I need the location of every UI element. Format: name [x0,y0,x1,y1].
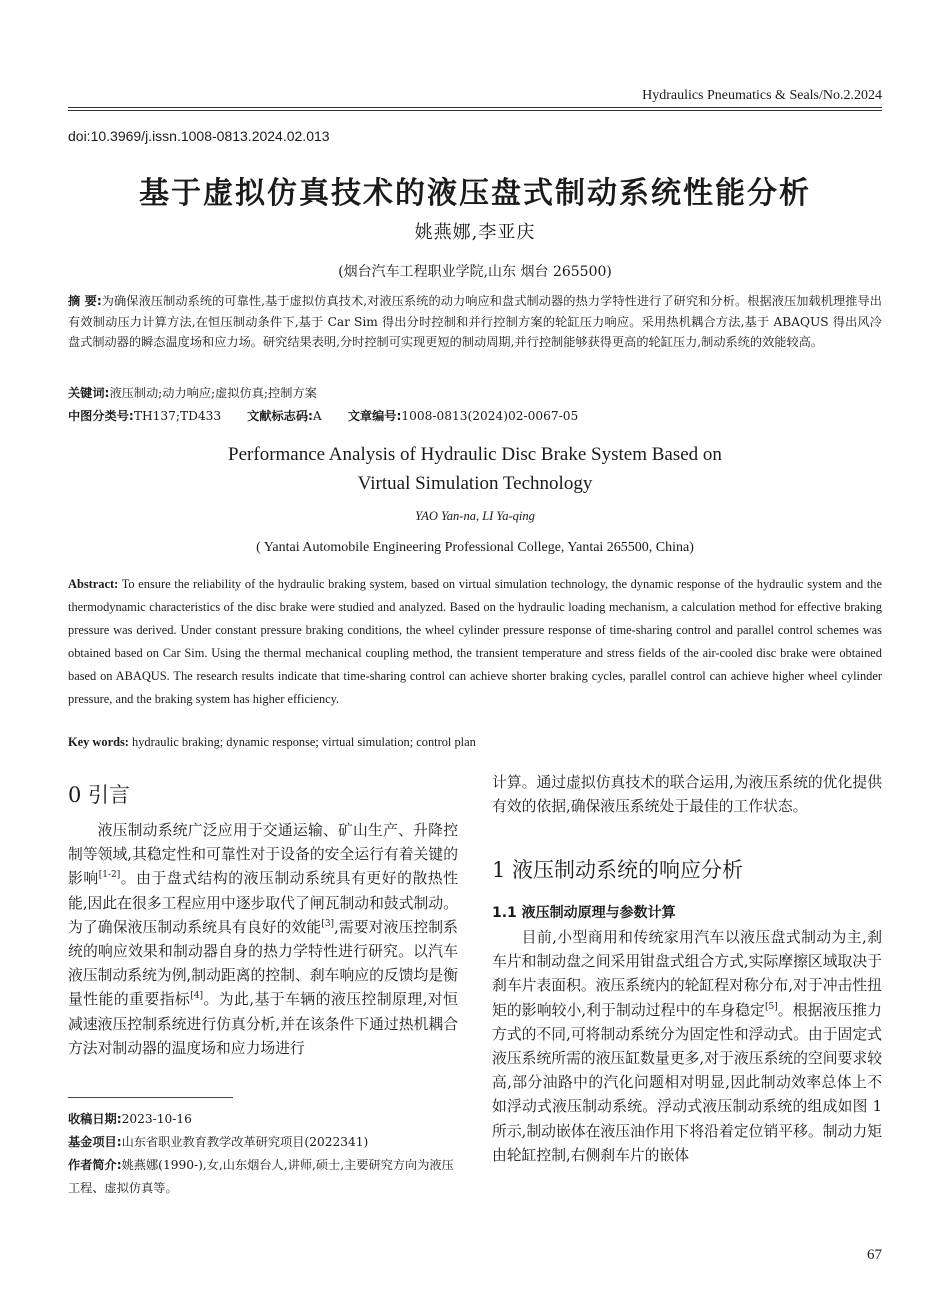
fund-text: 山东省职业教育教学改革研究项目(2022341) [121,1135,369,1149]
text-run: 。根据液压推力方式的不同,可将制动系统分为固定性和浮动式。由于固定式液压系统所需的液压缸数量更多,对于液压系统的空间要求较高,部分油路中的汽化问题相对明显,因此制动效率总体上不如浮动式液压制动系统。浮动式液压制动系统的组成如图 1 所示,制动嵌体在液压油作用下将沿着定位销平移。制动力矩由轮缸控制,右侧刹车片的嵌体 [492,1001,882,1164]
affiliation-en: ( Yantai Automobile Engineering Professional College, Yantai 265500, China) [256,540,694,555]
abstract-en-text: To ensure the reliability of the hydraulic braking system, based on virtual simulation technology, the dynamic response of the hydraulic system and the thermodynamic characteristics of the disc brake were studied and analyzed. Based on the hydraulic loading mechanism, a calculation method for effective braking pressure was derived. Under constant pressure braking conditions, the wheel cylinder pressure response of time-sharing control and parallel control schemes was obtained based on Car Sim. Using the thermal mechanical coupling method, the transient temperature and stress fields of the air-cooled disc brake were obtained based on ABAQUS. The research results indicate that time-sharing control can achieve shorter braking cycles, parallel control can achieve higher wheel cylinder pressure, and the braking system has higher efficiency. [68,577,883,706]
authors-en: YAO Yan-na, LI Ya-qing [415,509,535,523]
text-run: 。为此,基于车辆的液压控制原理,对恒减速液压控制系统进行仿真分析,并在该条件下通过热机耦合方法对制动器的温度场和应力场进行 [68,991,458,1057]
footnote-rule [68,1097,233,1098]
abstract-en [68,573,882,710]
journal-header: Hydraulics Pneumatics & Seals/No.2.2024 [642,88,882,103]
received-date: 2023-10-16 [121,1112,192,1126]
section-1-heading: 1 液压制动系统的响应分析 [492,858,744,882]
doc-code-label: 文献标志码: [247,409,313,423]
keywords-en-text: hydraulic braking; dynamic response; virtual simulation; control plan [132,735,476,749]
section-0-paragraph [68,819,458,1061]
clc-value: TH137;TD433 [133,409,222,423]
abstract-cn-label: 摘 要: [68,294,102,308]
citation-4: [4] [190,991,204,1002]
doc-code-value: A [312,409,322,423]
section-0-heading: 0 引言 [68,783,131,807]
keywords-en-label: Key words: [68,735,129,749]
abstract-cn-text: 为确保液压制动系统的可靠性,基于虚拟仿真技术,对液压系统的动力响应和盘式制动器的热力学特性进行了研究和分析。根据液压加载机理推导出有效制动压力计算方法,在恒压制动条件下,基于 Car Sim 得出分时控制和并行控制方案的轮缸压力响应。采用热机耦合方法,基于 ABAQUS 得出风冷盘式制动器的瞬态温度场和应力场。研究结果表明,分时控制可实现更短的制动周期,并行控制能够获得更高的轮缸压力,制动系统的效能较高。 [68,294,882,350]
title-cn: 基于虚拟仿真技术的液压盘式制动系统性能分析 [139,176,811,211]
article-no-label: 文章编号: [347,409,402,423]
doi: doi:10.3969/j.issn.1008-0813.2024.02.013 [68,128,330,144]
citation-5: [5] [764,1001,778,1012]
keywords-en [68,735,476,750]
text-run: 。由于盘式结构的液压制动系统具有更好的散热性能,因此在很多工程应用中逐步取代了闸瓦制动和鼓式制动。为了确保液压制动系统具有良好的效能 [68,870,458,936]
header-rule-top [68,107,882,108]
citation-1-2: [1-2] [98,870,121,881]
received-label: 收稿日期: [68,1112,122,1126]
abstract-cn [68,291,882,353]
footnote-received [68,1108,463,1131]
citation-3: [3] [321,918,335,929]
bio-label: 作者简介: [68,1158,122,1172]
classification-cn [68,407,578,424]
abstract-en-label: Abstract: [68,577,119,591]
bio-text: 姚燕娜(1990-),女,山东烟台人,讲师,硕士,主要研究方向为液压工程、虚拟仿真等。 [68,1158,454,1195]
text-run: ,需要对液压控制系统的响应效果和制动器自身的热力学特性进行研究。以汽车液压制动系统为例,制动距离的控制、刹车响应的反馈均是衡量性能的重要指标 [68,918,458,1009]
section-1-1-paragraph [492,926,882,1168]
footnote-bio [68,1154,463,1200]
footnote-fund [68,1131,463,1154]
text-run: 目前,小型商用和传统家用汽车以液压盘式制动为主,刹车片和制动盘之间采用钳盘式组合方式,实际摩擦区域取决于刹车片表面积。液压系统内的轮缸程对称分布,对于冲击性扭矩的影响较小,利于制动过程中的车身稳定 [492,929,882,1019]
keywords-cn [68,384,317,401]
article-no-value: 1008-0813(2024)02-0067-05 [401,409,579,423]
fund-label: 基金项目: [68,1135,122,1149]
authors-cn: 姚燕娜,李亚庆 [414,222,536,243]
affiliation-cn: (烟台汽车工程职业学院,山东 烟台 265500) [338,264,612,280]
header-rule-bottom [68,110,882,111]
keywords-cn-text: 液压制动;动力响应;虚拟仿真;控制方案 [109,386,317,400]
page-number: 67 [867,1247,882,1263]
title-en-line2: Virtual Simulation Technology [357,473,593,494]
section-1-1-heading: 1.1 液压制动原理与参数计算 [492,905,676,921]
keywords-cn-label: 关键词: [68,386,110,400]
title-en-line1: Performance Analysis of Hydraulic Disc Brake System Based on [228,444,722,465]
text-run: 液压制动系统广泛应用于交通运输、矿山生产、升降控制等领域,其稳定性和可靠性对于设备的安全运行有着关键的影响 [68,822,458,888]
right-column-continuation: 计算。通过虚拟仿真技术的联合运用,为液压系统的优化提供有效的依据,确保液压系统处于最佳的工作状态。 [492,774,882,816]
clc-label: 中图分类号: [68,409,134,423]
title-en [0,440,950,498]
